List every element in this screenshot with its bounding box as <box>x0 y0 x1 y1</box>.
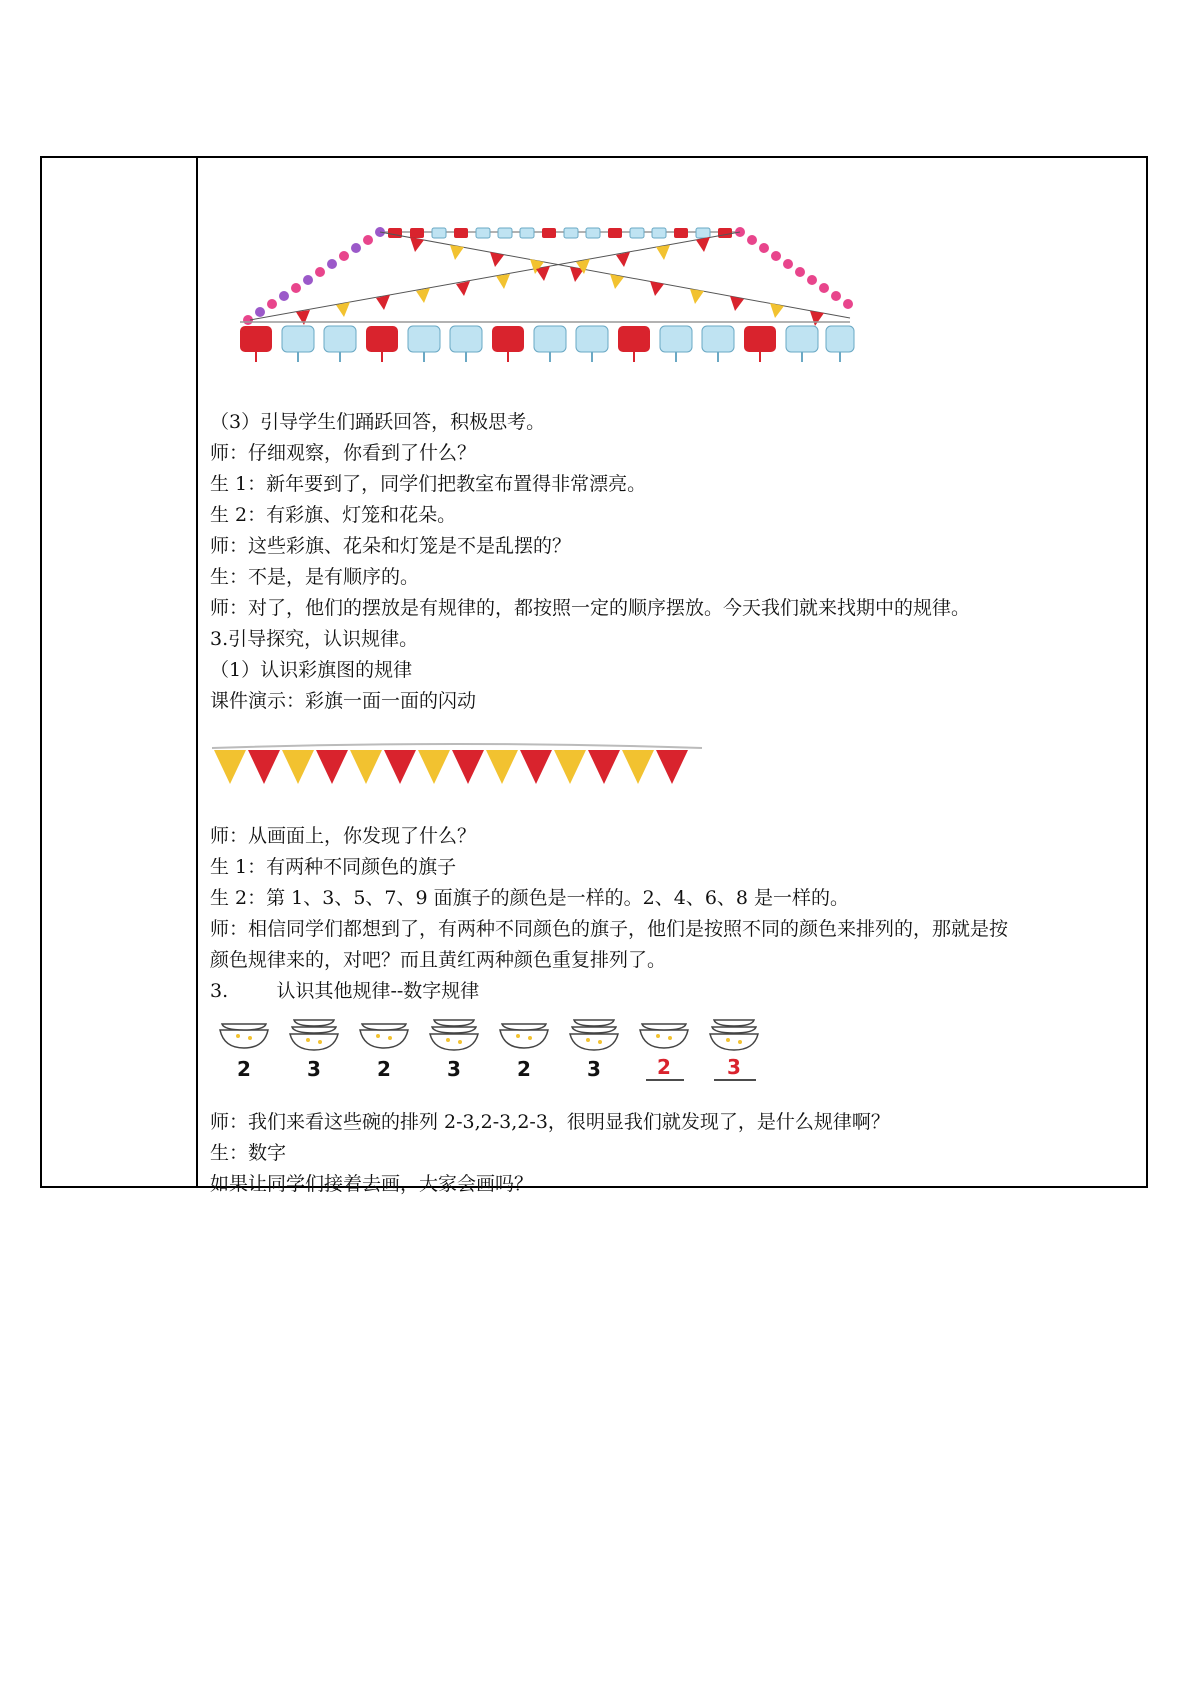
bowl-number: 3 <box>447 1057 461 1081</box>
text-line: 生：不是，是有顺序的。 <box>210 566 420 588</box>
text-line: 师：仔细观察，你看到了什么？ <box>210 442 477 464</box>
flower-chain-right <box>735 227 853 309</box>
text-line: 生：数字 <box>210 1142 287 1164</box>
bowl-number-answer: 3 <box>727 1055 741 1079</box>
bottom-lanterns <box>240 326 854 362</box>
text-line: 颜色规律来的，对吧？而且黄红两种颜色重复排列了。 <box>210 949 667 971</box>
text-line: （1）认识彩旗图的规律 <box>210 659 413 681</box>
text-line: 生 1：有两种不同颜色的旗子 <box>210 856 457 878</box>
top-lanterns <box>388 228 732 238</box>
text-line: 师：对了，他们的摆放是有规律的，都按照一定的顺序摆放。今天我们就来找期中的规律。 <box>210 597 971 619</box>
text-line: 师：从画面上，你发现了什么？ <box>210 825 477 847</box>
text-line: 如果让同学们接着去画，大家会画吗？ <box>210 1173 534 1195</box>
text-line: 师：相信同学们都想到了，有两种不同颜色的旗子，他们是按照不同的颜色来排列的，那就是按 <box>210 918 1009 940</box>
text-line: 生 2：有彩旗、灯笼和花朵。 <box>210 504 457 526</box>
bowl-number: 2 <box>237 1057 251 1081</box>
bowl-number-answer: 2 <box>657 1055 671 1079</box>
bowl-pattern-picture <box>210 1010 770 1090</box>
text-line: 3.引导探究，认识规律。 <box>210 628 419 650</box>
flower-chain-left <box>243 227 385 325</box>
bowl-number: 3 <box>307 1057 321 1081</box>
bowl-number: 3 <box>587 1057 601 1081</box>
column-divider <box>196 158 198 1186</box>
text-line: 师：这些彩旗、花朵和灯笼是不是乱摆的？ <box>210 535 572 557</box>
bowl-number: 2 <box>377 1057 391 1081</box>
text-line: 课件演示：彩旗一面一面的闪动 <box>210 690 477 712</box>
text-line: （3）引导学生们踊跃回答，积极思考。 <box>210 411 546 433</box>
text-line: 生 1：新年要到了，同学们把教室布置得非常漂亮。 <box>210 473 647 495</box>
classroom-decoration-picture <box>210 170 900 376</box>
flag-strip-picture <box>210 738 704 800</box>
text-line: 生 2：第 1、3、5、7、9 面旗子的颜色是一样的。2、4、6、8 是一样的。 <box>210 887 850 909</box>
text-line: 3. 认识其他规律--数字规律 <box>210 980 480 1002</box>
bowl-number: 2 <box>517 1057 531 1081</box>
lesson-table <box>40 156 1148 1195</box>
text-line: 师：我们来看这些碗的排列 2-3,2-3,2-3，很明显我们就发现了，是什么规律啊？ <box>210 1111 890 1133</box>
